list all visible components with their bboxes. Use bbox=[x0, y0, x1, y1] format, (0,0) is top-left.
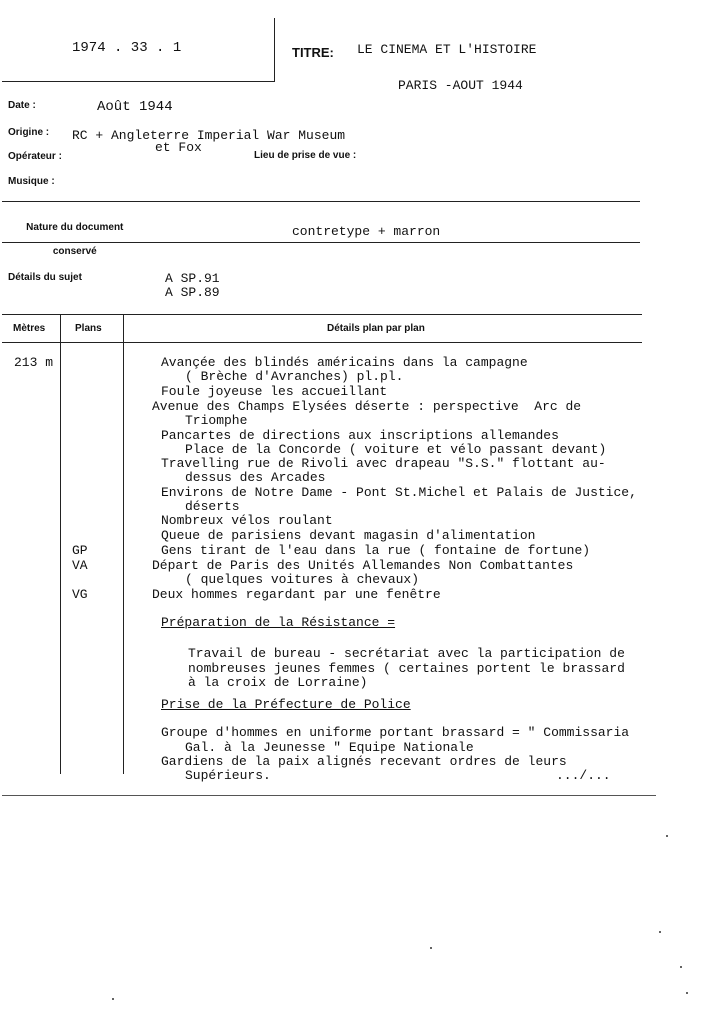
plan-code: VG bbox=[72, 587, 88, 602]
sujet-line-2: A SP.89 bbox=[165, 285, 220, 300]
detail-line: Gal. à la Jeunesse " Equipe Nationale bbox=[185, 740, 474, 755]
header-bottom-line bbox=[2, 81, 275, 82]
operateur-label: Opérateur : bbox=[8, 151, 62, 162]
col-divider-2 bbox=[123, 314, 124, 774]
detail-line: Travelling rue de Rivoli avec drapeau "S.S." flottant au- bbox=[161, 456, 606, 471]
detail-line: Nombreux vélos roulant bbox=[161, 513, 333, 528]
detail-line: Avenue des Champs Elysées déserte : perspective Arc de bbox=[152, 399, 582, 414]
plan-code: GP bbox=[72, 543, 88, 558]
detail-line: Pancartes de directions aux inscriptions allemandes bbox=[161, 428, 559, 443]
detail-line: Place de la Concorde ( voiture et vélo passant devant) bbox=[185, 442, 607, 457]
col-header-plans: Plans bbox=[75, 323, 102, 334]
detail-line: Supérieurs. bbox=[185, 768, 271, 783]
titre-label: TITRE: bbox=[292, 45, 334, 60]
separator-nature-top bbox=[2, 201, 640, 202]
plan-code: VA bbox=[72, 558, 88, 573]
lieu-label: Lieu de prise de vue : bbox=[254, 150, 357, 161]
detail-line: à la croix de Lorraine) bbox=[188, 675, 368, 690]
table-header-line bbox=[2, 342, 642, 343]
origine-value-2: et Fox bbox=[155, 140, 202, 155]
date-value: Août 1944 bbox=[97, 99, 173, 115]
detail-line: Environs de Notre Dame - Pont St.Michel et Palais de Justice, bbox=[161, 485, 637, 500]
detail-line: Groupe d'hommes en uniforme portant brassard = " Commissaria bbox=[161, 725, 630, 740]
detail-line: Deux hommes regardant par une fenêtre bbox=[152, 587, 441, 602]
scan-speck bbox=[659, 931, 661, 933]
sujet-label: Détails du sujet bbox=[8, 272, 82, 283]
col-divider-1 bbox=[60, 314, 61, 774]
reference-number: 1974 . 33 . 1 bbox=[72, 40, 182, 56]
nature-label bbox=[8, 210, 136, 258]
detail-line: Queue de parisiens devant magasin d'alimentation bbox=[161, 528, 536, 543]
metres-value: 213 m bbox=[14, 355, 54, 370]
scan-speck bbox=[430, 947, 432, 949]
detail-line: ( Brèche d'Avranches) pl.pl. bbox=[185, 369, 404, 384]
scan-speck bbox=[666, 835, 668, 837]
musique-label: Musique : bbox=[8, 176, 55, 187]
scan-speck bbox=[112, 998, 114, 1000]
col-header-details: Détails plan par plan bbox=[327, 323, 425, 334]
separator-nature-bottom bbox=[2, 242, 640, 243]
nature-value: contretype + marron bbox=[292, 224, 441, 239]
detail-line: Avançée des blindés américains dans la campagne bbox=[161, 355, 528, 370]
detail-line: ( quelques voitures à chevaux) bbox=[185, 572, 420, 587]
table-top-line bbox=[2, 314, 642, 315]
detail-line: nombreuses jeunes femmes ( certaines portent le brassard bbox=[188, 661, 625, 676]
table-bottom-line bbox=[2, 795, 656, 796]
sujet-line-1: A SP.91 bbox=[165, 271, 220, 286]
detail-line: Triomphe bbox=[185, 413, 248, 428]
scan-speck bbox=[686, 992, 688, 994]
nature-label-1: Nature du document bbox=[26, 222, 124, 233]
document-title: LE CINEMA ET L'HISTOIRE bbox=[357, 42, 537, 57]
detail-line: Gens tirant de l'eau dans la rue ( fontaine de fortune) bbox=[161, 543, 591, 558]
scan-speck bbox=[680, 966, 682, 968]
detail-line: Départ de Paris des Unités Allemandes Non Combattantes bbox=[152, 558, 574, 573]
section-heading: Prise de la Préfecture de Police bbox=[161, 697, 411, 712]
detail-line: Foule joyeuse les accueillant bbox=[161, 384, 388, 399]
detail-line: Gardiens de la paix alignés recevant ordres de leurs bbox=[161, 754, 567, 769]
section-heading: Préparation de la Résistance = bbox=[161, 615, 396, 630]
nature-label-2: conservé bbox=[52, 246, 97, 257]
detail-line: dessus des Arcades bbox=[185, 470, 326, 485]
detail-line: déserts bbox=[185, 499, 240, 514]
document-subtitle: PARIS -AOUT 1944 bbox=[398, 78, 523, 93]
detail-line: Travail de bureau - secrétariat avec la participation de bbox=[188, 646, 625, 661]
date-label: Date : bbox=[8, 100, 36, 111]
origine-label: Origine : bbox=[8, 127, 50, 138]
continuation-mark: .../... bbox=[556, 768, 611, 783]
header-divider bbox=[274, 18, 275, 81]
origine-value: RC + Angleterre Imperial War Museum bbox=[72, 128, 346, 143]
col-header-metres: Mètres bbox=[13, 323, 46, 334]
